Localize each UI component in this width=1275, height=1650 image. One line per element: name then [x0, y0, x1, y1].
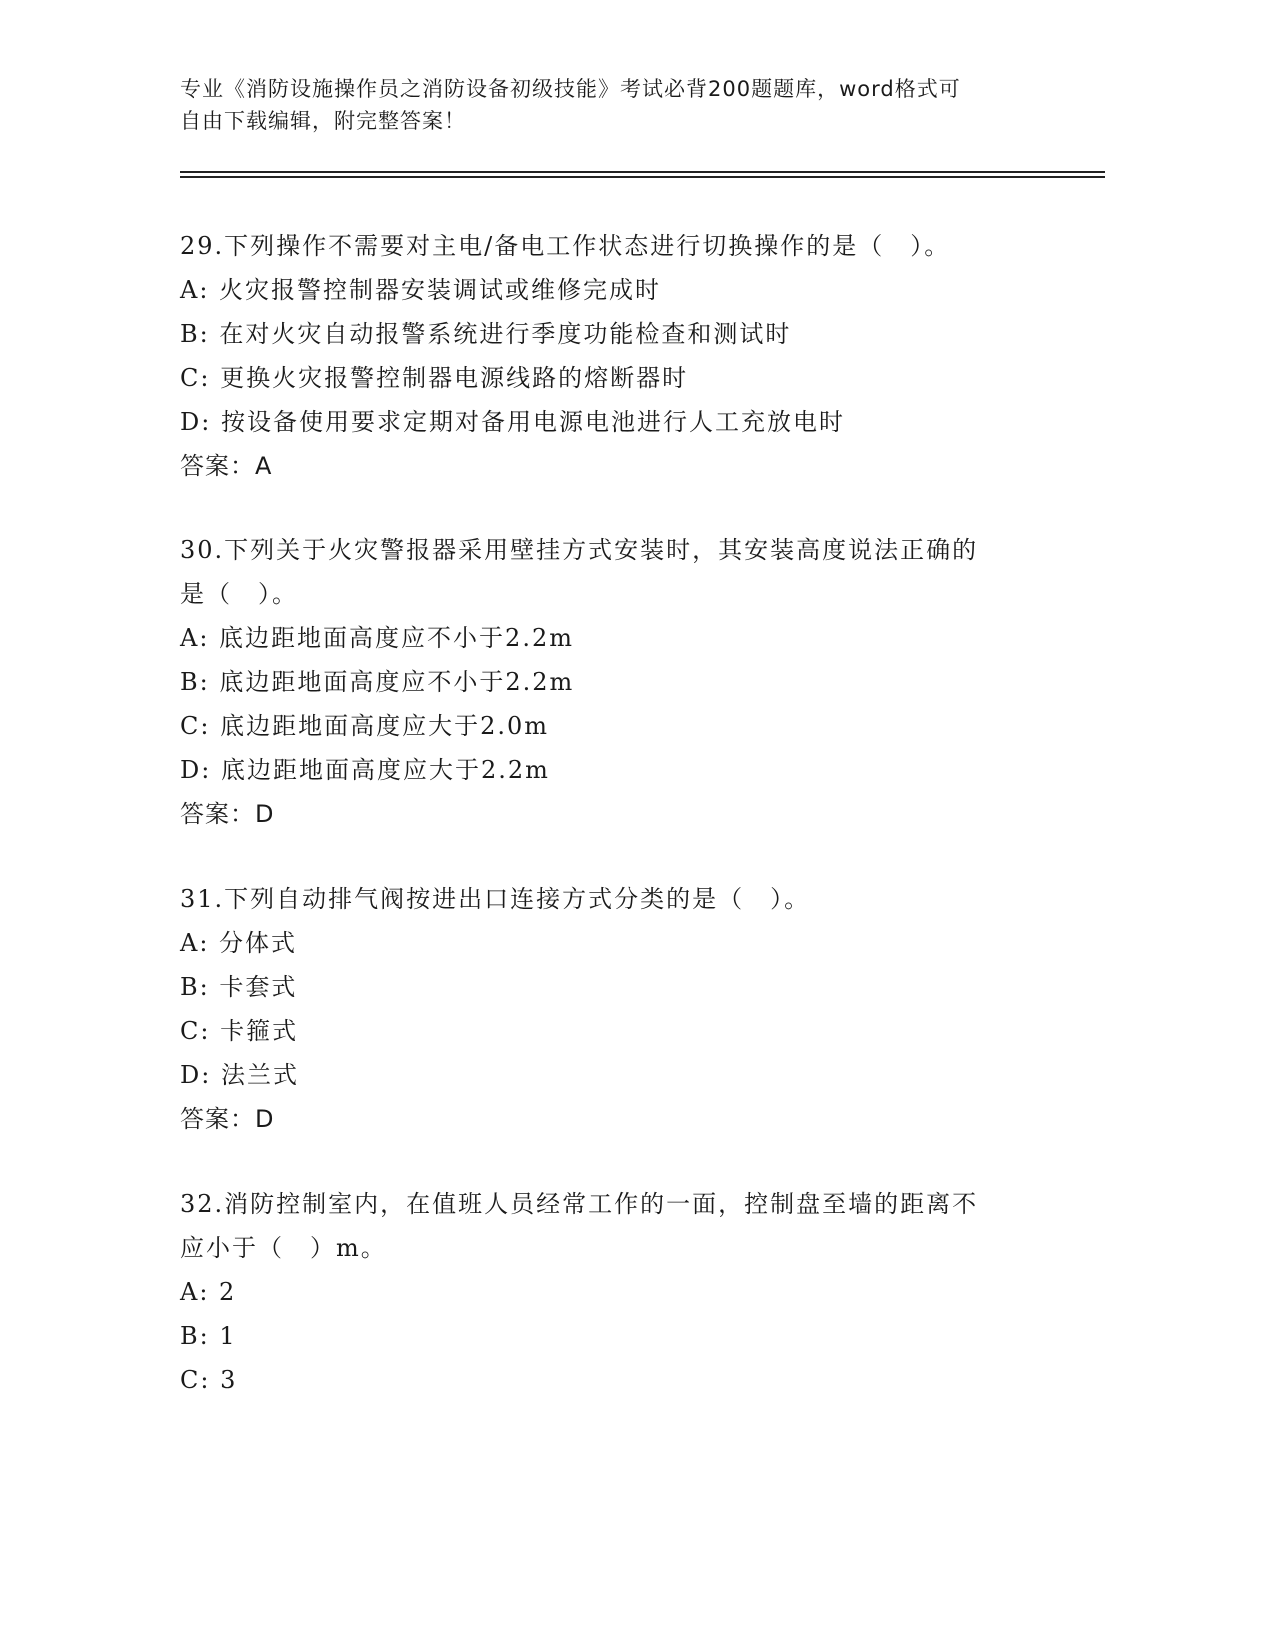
option-c: C: 更换火灾报警控制器电源线路的熔断器时 — [180, 364, 689, 392]
answer-label: 答案：D — [180, 1105, 275, 1133]
question-31 — [180, 877, 1050, 1141]
question-30 — [180, 528, 1050, 836]
option-b: B: 在对火灾自动报警系统进行季度功能检查和测试时 — [180, 320, 792, 348]
option-a: A: 火灾报警控制器安装调试或维修完成时 — [180, 276, 662, 304]
option-c: C: 底边距地面高度应大于2.0m — [180, 712, 550, 740]
question-stem-continued: 应小于（ ）m。 — [180, 1234, 387, 1262]
header-line-1: 专业《消防设施操作员之消防设备初级技能》考试必背200题题库，word格式可 — [180, 77, 961, 101]
option-d: D: 法兰式 — [180, 1061, 299, 1089]
document-header — [180, 73, 1060, 137]
option-d: D: 底边距地面高度应大于2.2m — [180, 756, 550, 784]
option-a: A: 2 — [180, 1278, 237, 1306]
header-divider-top — [180, 171, 1105, 173]
question-stem: 30.下列关于火灾警报器采用壁挂方式安装时，其安装高度说法正确的 — [180, 536, 979, 564]
option-b: B: 底边距地面高度应不小于2.2m — [180, 668, 575, 696]
question-stem-continued: 是（ ）。 — [180, 580, 298, 608]
option-c: C: 卡箍式 — [180, 1017, 299, 1045]
option-c: C: 3 — [180, 1366, 238, 1394]
question-29 — [180, 224, 1050, 488]
header-divider-bottom — [180, 176, 1105, 178]
option-a: A: 分体式 — [180, 929, 298, 957]
answer-label: 答案：A — [180, 452, 273, 480]
answer-label: 答案：D — [180, 800, 275, 828]
option-d: D: 按设备使用要求定期对备用电源电池进行人工充放电时 — [180, 408, 845, 436]
question-stem: 31.下列自动排气阀按进出口连接方式分类的是（ ）。 — [180, 885, 811, 913]
question-stem: 32.消防控制室内，在值班人员经常工作的一面，控制盘至墙的距离不 — [180, 1190, 979, 1218]
question-stem: 29.下列操作不需要对主电/备电工作状态进行切换操作的是（ ）。 — [180, 232, 951, 260]
option-a: A: 底边距地面高度应不小于2.2m — [180, 624, 574, 652]
option-b: B: 卡套式 — [180, 973, 298, 1001]
question-32 — [180, 1182, 1050, 1402]
header-line-2: 自由下载编辑，附完整答案！ — [180, 109, 466, 133]
option-b: B: 1 — [180, 1322, 237, 1350]
